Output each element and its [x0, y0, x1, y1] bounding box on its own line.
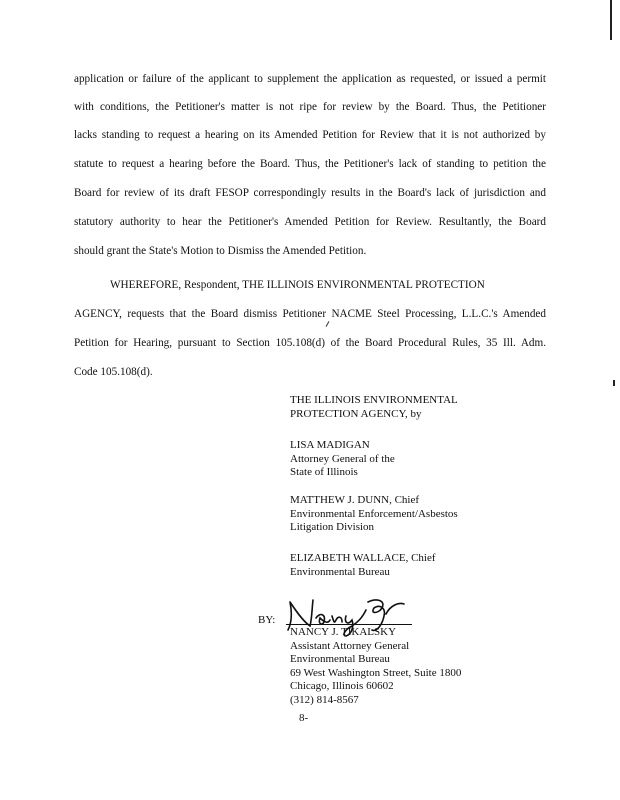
- signer-title: Assistant Attorney General: [290, 639, 410, 652]
- page-number: 8-: [299, 712, 309, 724]
- signer-name: NANCY J. TIKALSKY: [290, 626, 397, 638]
- body-line: statutory authority to hear the Petitioner's Amended Petition for Review. Resultantly, the Board: [74, 216, 546, 228]
- attorney-general-title: State of Illinois: [290, 466, 358, 478]
- enforcement-chief-title: Environmental Enforcement/Asbestos: [290, 507, 458, 520]
- scan-edge-mark: [613, 380, 615, 386]
- by-label: BY:: [258, 614, 276, 626]
- bureau-chief-name: ELIZABETH WALLACE, Chief: [290, 552, 436, 564]
- signer-city: Chicago, Illinois 60602: [290, 680, 394, 692]
- signature-line: [286, 624, 412, 625]
- attorney-general-title: Attorney General of the: [290, 452, 395, 465]
- wherefore-line: WHEREFORE, Respondent, THE ILLINOIS ENVIRONMENTAL PROTECTION: [110, 279, 485, 291]
- body-line: Board for review of its draft FESOP correspondingly results in the Board's lack of jurisdiction and: [74, 187, 546, 199]
- bureau-chief-title: Environmental Bureau: [290, 565, 390, 578]
- body-line: statute to request a hearing before the Board. Thus, the Petitioner's lack of standing to petition the: [74, 158, 546, 170]
- enforcement-chief-block: [290, 494, 458, 535]
- body-line: with conditions, the Petitioner's matter is not ripe for review by the Board. Thus, the Petitioner: [74, 101, 546, 113]
- bureau-chief-block: [290, 552, 436, 579]
- wherefore-line: AGENCY, requests that the Board dismiss Petitioner NACME Steel Processing, L.L.C.'s Amended: [74, 308, 546, 320]
- agency-block: [290, 394, 458, 421]
- signer-bureau: Environmental Bureau: [290, 653, 390, 665]
- scan-edge-mark: [610, 0, 612, 40]
- signer-phone: (312) 814-8567: [290, 693, 359, 706]
- wherefore-line: Code 105.108(d).: [74, 366, 153, 378]
- signer-address: 69 West Washington Street, Suite 1800: [290, 666, 462, 679]
- body-line: application or failure of the applicant to supplement the application as requested, or issued a permit: [74, 73, 546, 85]
- signer-block: [290, 626, 461, 707]
- body-line: lacks standing to request a hearing on its Amended Petition for Review that it is not authorized by: [74, 129, 546, 141]
- enforcement-chief-name: MATTHEW J. DUNN, Chief: [290, 494, 420, 506]
- attorney-general-name: LISA MADIGAN: [290, 439, 370, 451]
- wherefore-line: Petition for Hearing, pursuant to Section 105.108(d) of the Board Procedural Rules, 35 Ill. Adm.: [74, 337, 546, 349]
- enforcement-chief-title: Litigation Division: [290, 521, 375, 533]
- agency-by-line: PROTECTION AGENCY, by: [290, 407, 422, 420]
- agency-name-line: THE ILLINOIS ENVIRONMENTAL: [290, 394, 458, 406]
- body-line: should grant the State's Motion to Dismiss the Amended Petition.: [74, 245, 367, 257]
- stray-mark: [326, 321, 330, 327]
- attorney-general-block: [290, 439, 395, 480]
